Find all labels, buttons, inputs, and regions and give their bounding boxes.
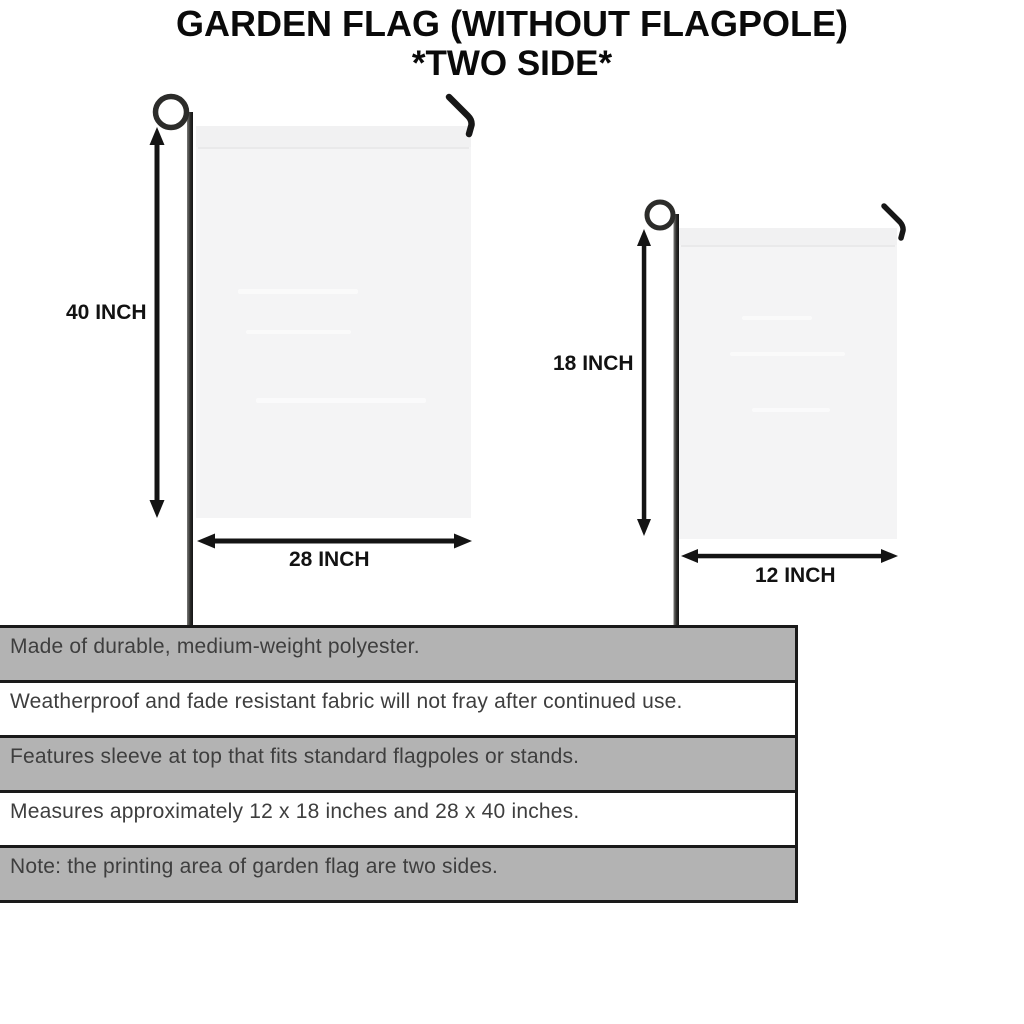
small-pole-loop-icon: [647, 202, 673, 228]
page-title-line1: GARDEN FLAG (WITHOUT FLAGPOLE): [176, 3, 848, 44]
small-flag-width-label: 12 INCH: [755, 564, 836, 587]
large-flag-height-label: 40 INCH: [66, 301, 147, 324]
large-flag-pole: [187, 112, 193, 627]
feature-row: Measures approximately 12 x 18 inches and 28 x 40 inches.: [0, 793, 795, 848]
small-flag-height-arrow: [637, 229, 651, 536]
small-flag-width-arrow: [681, 549, 898, 563]
page-title-line2: *TWO SIDE*: [411, 44, 613, 84]
small-flag-height-label: 18 INCH: [553, 352, 634, 375]
feature-row: Features sleeve at top that fits standard flagpoles or stands.: [0, 738, 795, 793]
feature-row: Weatherproof and fade resistant fabric will not fray after continued use.: [0, 683, 795, 738]
feature-row: Note: the printing area of garden flag are two sides.: [0, 848, 795, 903]
feature-table: [0, 625, 798, 903]
small-flag-pole: [674, 214, 680, 627]
feature-row: Made of durable, medium-weight polyester.: [0, 628, 795, 683]
small-flag-sleeve: [679, 228, 897, 245]
large-flag-sleeve: [196, 126, 471, 147]
large-flag-width-arrow: [197, 534, 472, 549]
large-flag-body: [196, 126, 471, 518]
small-flag-body: [679, 228, 897, 539]
large-flag-width-label: 28 INCH: [289, 548, 370, 571]
large-pole-loop-icon: [156, 97, 187, 128]
large-flag-height-arrow: [150, 127, 165, 518]
